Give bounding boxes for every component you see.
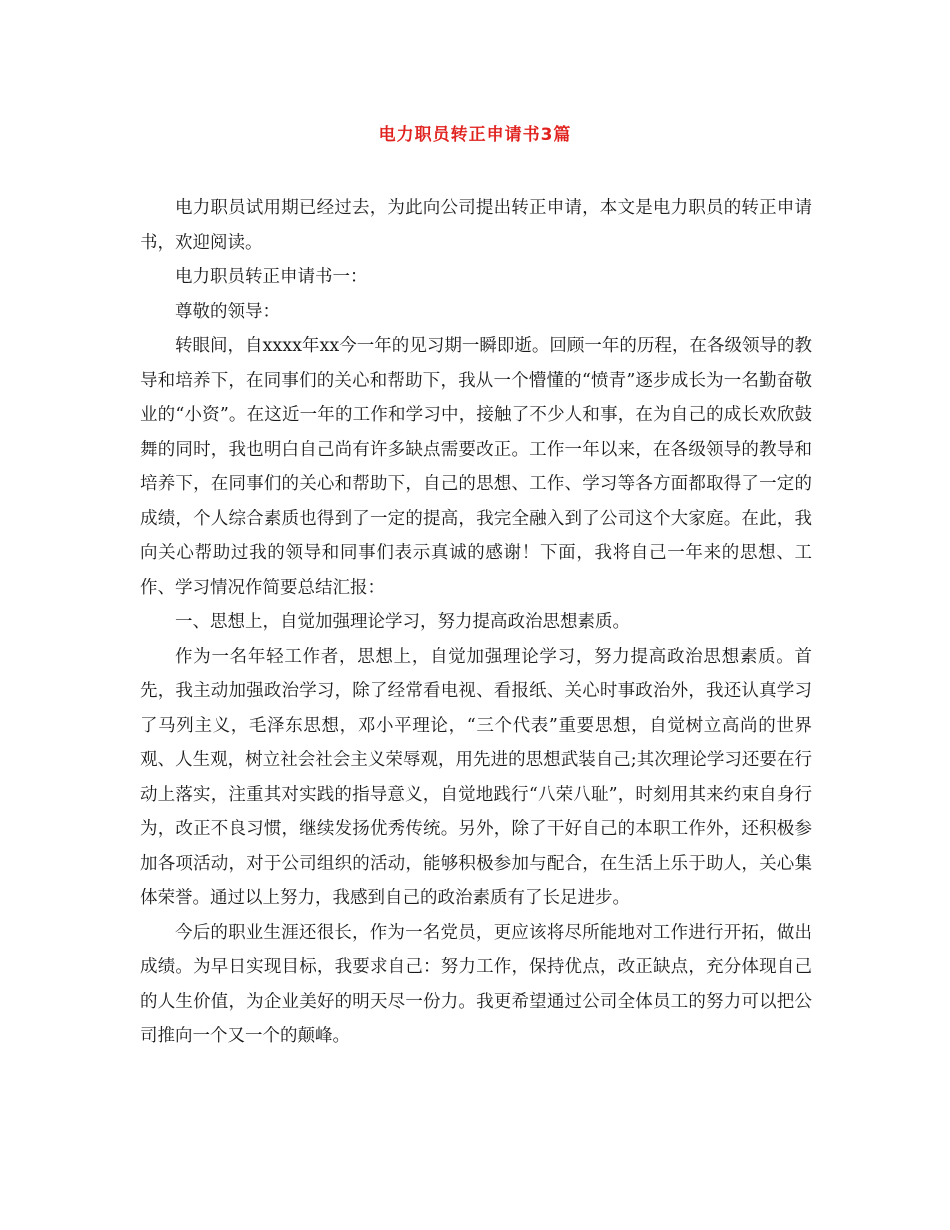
paragraph-review: 转眼间，自xxxx年xx今一年的见习期一瞬即逝。回顾一年的历程，在各级领导的教导和培养下，在同事们的关心和帮助下，我从一个懵懂的“愤青”逐步成长为一名勤奋敬业的“小资”。在这近一年的工作和学习中，接触了不少人和事，在为自己的成长欢欣鼓舞的同时，我也明白自己尚有许多缺点需要改正。工作一年以来，在各级领导的教导和培养下，在同事们的关心和帮助下，自己的思想、工作、学习等各方面都取得了一定的成绩，个人综合素质也得到了一定的提高，我完全融入到了公司这个大家庭。在此，我向关心帮助过我的领导和同事们表示真诚的感谢！下面，我将自己一年来的思想、工作、学习情况作简要总结汇报： [140, 336, 812, 598]
paragraph-salutation: 尊敬的领导： [175, 301, 280, 322]
paragraph-section-one-body: 作为一名年轻工作者，思想上，自觉加强理论学习，努力提高政治思想素质。首先，我主动加强政治学习，除了经常看电视、看报纸、关心时事政治外，我还认真学习了马列主义，毛泽东思想，邓小平理论，“三个代表”重要思想，自觉树立高尚的世界观、人生观，树立社会社会主义荣辱观，用先进的思想武装自己;其次理论学习还要在行动上落实，注重其对实践的指导意义，自觉地践行“八荣八耻”，时刻用其来约束自身行为，改正不良习惯，继续发扬优秀传统。另外，除了干好自己的本职工作外，还积极参加各项活动，对于公司组织的活动，能够积极参加与配合，在生活上乐于助人，关心集体荣誉。通过以上努力，我感到自己的政治素质有了长足进步。 [140, 646, 812, 908]
paragraph-intro: 电力职员试用期已经过去，为此向公司提出转正申请，本文是电力职员的转正申请书，欢迎阅读。 [140, 198, 812, 253]
document-body [140, 191, 812, 1054]
paragraph-heading-one: 电力职员转正申请书一： [175, 267, 368, 287]
paragraph-section-one-heading: 一、思想上，自觉加强理论学习，努力提高政治思想素质。 [175, 612, 630, 632]
document-title: 电力职员转正申请书3篇 [378, 125, 572, 145]
paragraph-future: 今后的职业生涯还很长，作为一名党员，更应该将尽所能地对工作进行开拓，做出成绩。为早日实现目标，我要求自己：努力工作，保持优点，改正缺点，充分体现自己的人生价值，为企业美好的明天尽一份力。我更希望通过公司全体员工的努力可以把公司推向一个又一个的颠峰。 [140, 922, 812, 1046]
